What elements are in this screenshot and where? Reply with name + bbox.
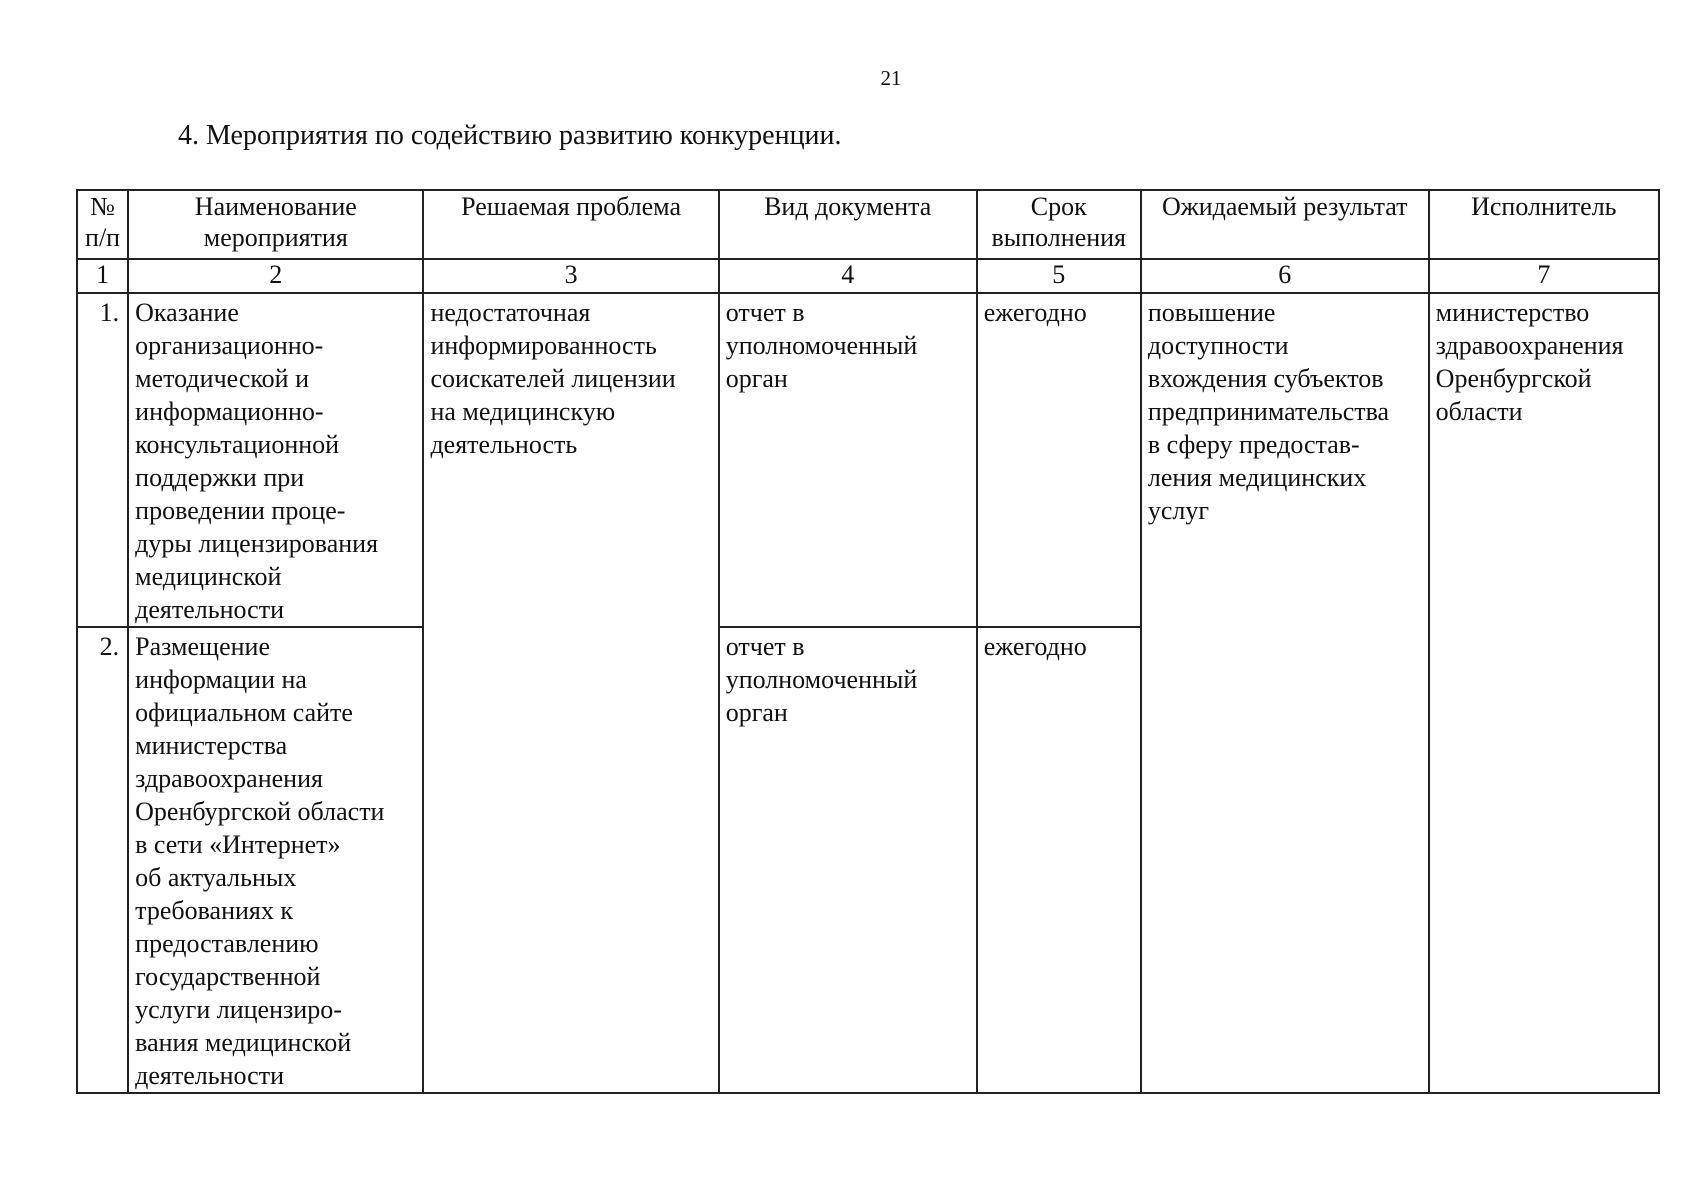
column-number: 7 xyxy=(1429,259,1659,293)
row-number: 2. xyxy=(77,627,128,1093)
problem-cell: недостаточная информированность соискателей лицензии на медицинскую деятельность xyxy=(423,293,718,1093)
header-document-type: Вид документа xyxy=(719,190,977,259)
header-measure-name: Наименование мероприятия xyxy=(128,190,423,259)
expected-result-cell: повышение доступности вхождения субъектов предпринимательства в сферу предостав- ления медицинских услуг xyxy=(1141,293,1429,1093)
measure-name: Оказание организационно- методической и информационно- консультационной поддержки при проведении проце- дуры лицензирования медицинской деятельности xyxy=(128,293,423,627)
column-number: 2 xyxy=(128,259,423,293)
deadline: ежегодно xyxy=(977,293,1141,627)
column-number: 1 xyxy=(77,259,128,293)
section-title: 4. Мероприятия по содействию развитию конкуренции. xyxy=(178,120,842,151)
page-number: 21 xyxy=(880,66,902,90)
header-executor: Исполнитель xyxy=(1429,190,1659,259)
header-deadline: Срок выполнения xyxy=(977,190,1141,259)
column-number: 4 xyxy=(719,259,977,293)
header-expected-result: Ожидаемый результат xyxy=(1141,190,1429,259)
column-number: 5 xyxy=(977,259,1141,293)
executor-cell: министерство здравоохранения Оренбургской области xyxy=(1429,293,1659,1093)
row-number: 1. xyxy=(77,293,128,627)
document-type: отчет в уполномоченный орган xyxy=(719,293,977,627)
header-number: № п/п xyxy=(77,190,128,259)
measures-table xyxy=(76,189,1660,1094)
column-number: 6 xyxy=(1141,259,1429,293)
column-number: 3 xyxy=(423,259,718,293)
table-header-row xyxy=(77,190,1659,259)
header-problem: Решаемая проблема xyxy=(423,190,718,259)
deadline: ежегодно xyxy=(977,627,1141,1093)
measure-name: Размещение информации на официальном сайте министерства здравоохранения Оренбургской области в сети «Интернет» об актуальных требованиях к предоставлению государственной услуги лицензиро- вания медицинской деятельности xyxy=(128,627,423,1093)
document-type: отчет в уполномоченный орган xyxy=(719,627,977,1093)
column-number-row xyxy=(77,259,1659,293)
table-row xyxy=(77,293,1659,627)
